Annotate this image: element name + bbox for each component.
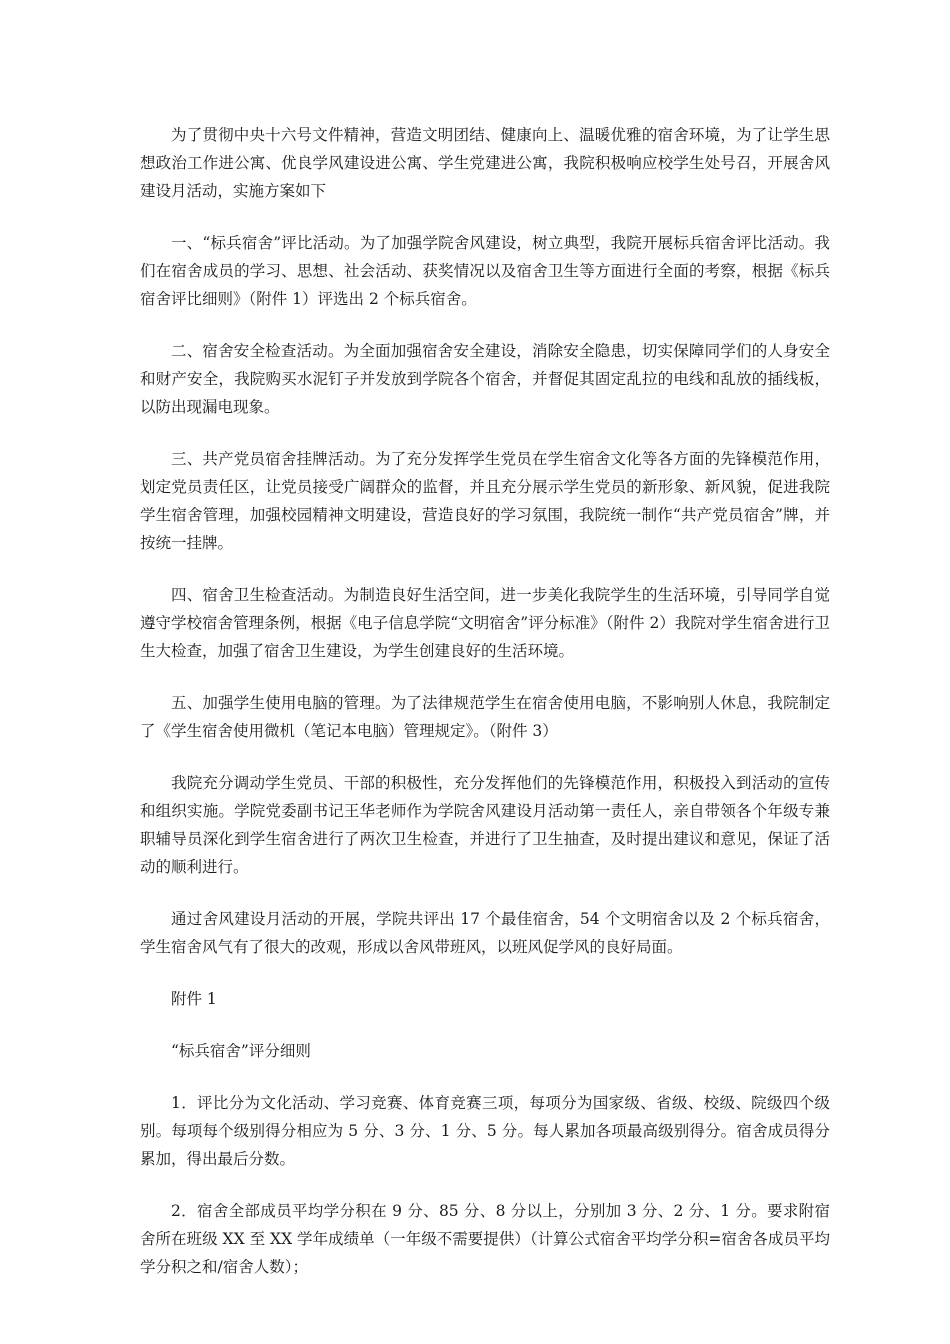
section-1-paragraph: 一、“标兵宿舍”评比活动。为了加强学院舍风建设，树立典型，我院开展标兵宿舍评比活动。我们在宿舍成员的学习、思想、社会活动、获奖情况以及宿舍卫生等方面进行全面的考察，根据《标兵宿舍评比细则》（附件 1）评选出 2 个标兵宿舍。 xyxy=(140,234,830,308)
document-body xyxy=(140,121,830,1305)
section-4-paragraph: 四、宿舍卫生检查活动。为制造良好生活空间，进一步美化我院学生的生活环境，引导同学自觉遵守学校宿舍管理条例，根据《电子信息学院“文明宿舍”评分标准》（附件 2）我院对学生宿舍进行卫生大检查，加强了宿舍卫生建设，为学生创建良好的生活环境。 xyxy=(140,586,830,660)
implementation-paragraph: 我院充分调动学生党员、干部的积极性，充分发挥他们的先锋模范作用，积极投入到活动的宣传和组织实施。学院党委副书记王华老师作为学院舍风建设月活动第一责任人，亲自带领各个年级专兼职辅导员深化到学生宿舍进行了两次卫生检查，并进行了卫生抽查，及时提出建议和意见，保证了活动的顺利进行。 xyxy=(140,774,830,876)
attachment-1-title: “标兵宿舍”评分细则 xyxy=(171,1042,311,1060)
section-5-paragraph: 五、加强学生使用电脑的管理。为了法律规范学生在宿舍使用电脑，不影响别人休息，我院制定了《学生宿舍使用微机（笔记本电脑）管理规定》。（附件 3） xyxy=(140,694,830,740)
rule-2-paragraph: 2．宿舍全部成员平均学分积在 9 分、85 分、8 分以上，分别加 3 分、2 分、1 分。要求附宿舍所在班级 XX 至 XX 学年成绩单（一年级不需要提供）（计算公式宿舍平均学分积=宿舍各成员平均学分积之和/宿舍人数）； xyxy=(140,1202,830,1276)
results-paragraph: 通过舍风建设月活动的开展，学院共评出 17 个最佳宿舍，54 个文明宿舍以及 2 个标兵宿舍，学生宿舍风气有了很大的改观，形成以舍风带班风，以班风促学风的良好局面。 xyxy=(140,910,830,956)
attachment-1-label: 附件 1 xyxy=(171,990,217,1008)
section-2-paragraph: 二、宿舍安全检查活动。为全面加强宿舍安全建设，消除安全隐患，切实保障同学们的人身安全和财产安全，我院购买水泥钉子并发放到学院各个宿舍，并督促其固定乱拉的电线和乱放的插线板，以防出现漏电现象。 xyxy=(140,342,830,416)
section-3-paragraph: 三、共产党员宿舍挂牌活动。为了充分发挥学生党员在学生宿舍文化等各方面的先锋模范作用，划定党员责任区，让党员接受广阔群众的监督，并且充分展示学生党员的新形象、新风貌，促进我院学生宿舍管理，加强校园精神文明建设，营造良好的学习氛围，我院统一制作“共产党员宿舍”牌，并按统一挂牌。 xyxy=(140,450,830,552)
intro-paragraph: 为了贯彻中央十六号文件精神，营造文明团结、健康向上、温暖优雅的宿舍环境，为了让学生思想政治工作进公寓、优良学风建设进公寓、学生党建进公寓，我院积极响应校学生处号召，开展舍风建设月活动，实施方案如下 xyxy=(140,126,830,200)
rule-1-paragraph: 1．评比分为文化活动、学习竞赛、体育竞赛三项，每项分为国家级、省级、校级、院级四个级别。每项每个级别得分相应为 5 分、3 分、1 分、5 分。每人累加各项最高级别得分。宿舍成员得分累加，得出最后分数。 xyxy=(140,1094,830,1168)
